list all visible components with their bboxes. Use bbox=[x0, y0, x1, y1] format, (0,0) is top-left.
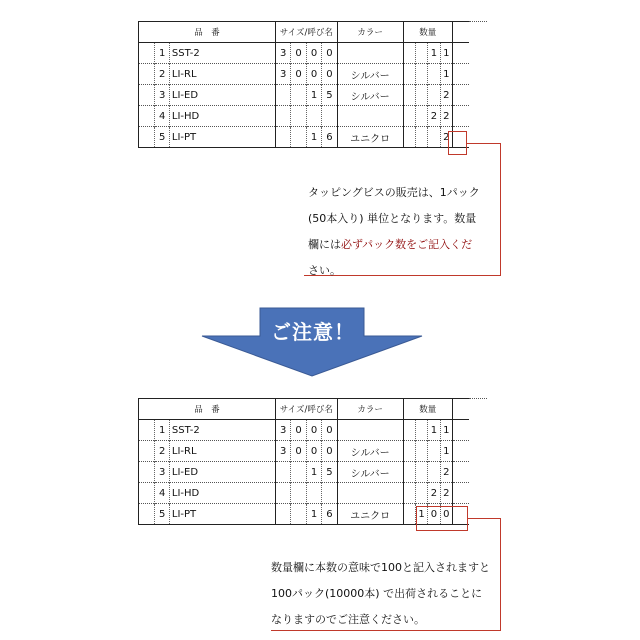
row-extra-cell bbox=[452, 462, 469, 483]
size-digit bbox=[306, 483, 321, 504]
qty-digit: 2 bbox=[428, 106, 440, 127]
qty-digit bbox=[403, 462, 415, 483]
size-digit: 0 bbox=[291, 420, 306, 441]
row-number: 4 bbox=[155, 483, 169, 504]
size-digit: 1 bbox=[306, 127, 321, 148]
product-code: SST-2 bbox=[169, 420, 275, 441]
qty-digit: 0 bbox=[440, 504, 452, 525]
qty-digit: 2 bbox=[440, 462, 452, 483]
size-digit: 0 bbox=[322, 420, 337, 441]
table-row bbox=[139, 127, 470, 148]
header-extra-cell bbox=[452, 22, 469, 43]
header-qty: 数量 bbox=[403, 22, 452, 43]
qty-digit: 0 bbox=[428, 504, 440, 525]
note-line: (50本入り) 単位となります。数量 bbox=[308, 212, 477, 225]
color-cell bbox=[337, 420, 403, 441]
product-code: LI-PT bbox=[169, 127, 275, 148]
size-digit bbox=[291, 504, 306, 525]
qty-digit bbox=[415, 420, 427, 441]
header-color: カラー bbox=[337, 22, 403, 43]
size-digit: 0 bbox=[291, 43, 306, 64]
qty-digit bbox=[403, 85, 415, 106]
product-code: LI-RL bbox=[169, 64, 275, 85]
qty-digit bbox=[415, 127, 427, 148]
note-line: 欄には必ずパック数をご記入くだ bbox=[308, 238, 473, 251]
size-digit: 0 bbox=[291, 64, 306, 85]
size-digit bbox=[275, 127, 290, 148]
color-cell: シルバー bbox=[337, 462, 403, 483]
size-digit: 5 bbox=[322, 462, 337, 483]
header-color: カラー bbox=[337, 399, 403, 420]
row-number: 4 bbox=[155, 106, 169, 127]
qty-digit: 2 bbox=[440, 483, 452, 504]
qty-digit bbox=[415, 106, 427, 127]
size-digit: 3 bbox=[275, 441, 290, 462]
qty-digit bbox=[403, 504, 415, 525]
table-row bbox=[139, 420, 470, 441]
qty-digit bbox=[428, 127, 440, 148]
size-digit: 0 bbox=[306, 64, 321, 85]
row-extra-cell bbox=[452, 420, 469, 441]
qty-digit bbox=[415, 483, 427, 504]
row-spacer-cell bbox=[139, 441, 155, 462]
qty-digit bbox=[403, 64, 415, 85]
color-cell bbox=[337, 106, 403, 127]
note-line: なりますのでご注意ください。 bbox=[271, 613, 425, 626]
table-header-row bbox=[139, 22, 470, 43]
row-spacer-cell bbox=[139, 43, 155, 64]
row-extra-cell bbox=[452, 106, 469, 127]
row-spacer-cell bbox=[139, 85, 155, 106]
qty-digit: 1 bbox=[440, 43, 452, 64]
product-code: LI-HD bbox=[169, 483, 275, 504]
qty-digit: 1 bbox=[440, 64, 452, 85]
size-digit: 0 bbox=[306, 441, 321, 462]
size-digit: 6 bbox=[322, 127, 337, 148]
color-cell: ユニクロ bbox=[337, 127, 403, 148]
row-spacer-cell bbox=[139, 504, 155, 525]
note-line: 100パック(10000本) で出荷されることに bbox=[271, 587, 483, 600]
size-digit bbox=[322, 106, 337, 127]
row-extra-cell bbox=[452, 85, 469, 106]
dotted-extension-line bbox=[469, 398, 487, 399]
product-code: LI-ED bbox=[169, 85, 275, 106]
size-digit: 5 bbox=[322, 85, 337, 106]
size-digit bbox=[322, 483, 337, 504]
qty-digit bbox=[415, 441, 427, 462]
row-spacer-cell bbox=[139, 462, 155, 483]
color-cell bbox=[337, 483, 403, 504]
caution-label: ご注意！ bbox=[271, 320, 355, 344]
color-cell: シルバー bbox=[337, 441, 403, 462]
product-code: LI-ED bbox=[169, 462, 275, 483]
row-number: 5 bbox=[155, 127, 169, 148]
size-digit: 0 bbox=[291, 441, 306, 462]
row-spacer-cell bbox=[139, 420, 155, 441]
qty-digit: 1 bbox=[440, 441, 452, 462]
qty-digit bbox=[403, 420, 415, 441]
header-product: 品 番 bbox=[139, 399, 276, 420]
row-extra-cell bbox=[452, 43, 469, 64]
qty-digit bbox=[428, 441, 440, 462]
size-digit: 0 bbox=[322, 441, 337, 462]
qty-digit bbox=[403, 106, 415, 127]
qty-digit: 1 bbox=[440, 420, 452, 441]
size-digit: 1 bbox=[306, 85, 321, 106]
size-digit bbox=[275, 85, 290, 106]
row-number: 5 bbox=[155, 504, 169, 525]
qty-digit bbox=[403, 43, 415, 64]
row-spacer-cell bbox=[139, 106, 155, 127]
color-cell: シルバー bbox=[337, 64, 403, 85]
row-number: 2 bbox=[155, 64, 169, 85]
qty-digit bbox=[415, 64, 427, 85]
note-quantity-warning bbox=[271, 555, 503, 633]
size-digit bbox=[291, 127, 306, 148]
size-digit bbox=[275, 462, 290, 483]
callout-connector bbox=[467, 518, 501, 519]
size-digit bbox=[275, 483, 290, 504]
size-digit: 6 bbox=[322, 504, 337, 525]
table-row bbox=[139, 43, 470, 64]
size-digit bbox=[275, 504, 290, 525]
qty-digit: 2 bbox=[428, 483, 440, 504]
qty-digit bbox=[415, 43, 427, 64]
table-row bbox=[139, 441, 470, 462]
table-row bbox=[139, 85, 470, 106]
product-code: LI-RL bbox=[169, 441, 275, 462]
size-digit bbox=[291, 483, 306, 504]
qty-digit bbox=[403, 127, 415, 148]
row-number: 1 bbox=[155, 420, 169, 441]
table-row bbox=[139, 64, 470, 85]
size-digit: 0 bbox=[322, 64, 337, 85]
row-number: 3 bbox=[155, 462, 169, 483]
dotted-extension-line bbox=[469, 21, 487, 22]
size-digit bbox=[306, 106, 321, 127]
size-digit: 3 bbox=[275, 420, 290, 441]
header-size: サイズ/呼び名 bbox=[275, 22, 337, 43]
size-digit: 0 bbox=[306, 420, 321, 441]
size-digit: 1 bbox=[306, 462, 321, 483]
qty-digit: 1 bbox=[428, 43, 440, 64]
qty-digit bbox=[403, 441, 415, 462]
order-table-example bbox=[138, 21, 469, 148]
color-cell: ユニクロ bbox=[337, 504, 403, 525]
color-cell: シルバー bbox=[337, 85, 403, 106]
row-spacer-cell bbox=[139, 127, 155, 148]
table-row bbox=[139, 106, 470, 127]
row-number: 1 bbox=[155, 43, 169, 64]
qty-digit bbox=[428, 64, 440, 85]
size-digit bbox=[291, 106, 306, 127]
qty-digit bbox=[403, 483, 415, 504]
note-line: タッピングビスの販売は、1パック bbox=[308, 186, 480, 199]
row-spacer-cell bbox=[139, 483, 155, 504]
table-row bbox=[139, 462, 470, 483]
qty-digit: 2 bbox=[440, 106, 452, 127]
row-extra-cell bbox=[452, 483, 469, 504]
size-digit: 0 bbox=[322, 43, 337, 64]
size-digit: 3 bbox=[275, 43, 290, 64]
header-size: サイズ/呼び名 bbox=[275, 399, 337, 420]
size-digit: 0 bbox=[306, 43, 321, 64]
size-digit: 3 bbox=[275, 64, 290, 85]
table-row bbox=[139, 483, 470, 504]
highlight-qty-cell-bottom bbox=[416, 506, 468, 531]
header-product: 品 番 bbox=[139, 22, 276, 43]
size-digit bbox=[275, 106, 290, 127]
product-code: LI-HD bbox=[169, 106, 275, 127]
header-extra-cell bbox=[452, 399, 469, 420]
row-extra-cell bbox=[452, 441, 469, 462]
size-digit: 1 bbox=[306, 504, 321, 525]
note-line: 数量欄に本数の意味で100と記入されますと bbox=[271, 561, 490, 574]
header-qty: 数量 bbox=[403, 399, 452, 420]
note-emphasis: 必ずパック数をご記入くだ bbox=[341, 238, 473, 251]
row-number: 2 bbox=[155, 441, 169, 462]
product-code: LI-PT bbox=[169, 504, 275, 525]
qty-digit bbox=[415, 462, 427, 483]
qty-digit bbox=[415, 85, 427, 106]
size-digit bbox=[291, 462, 306, 483]
qty-digit bbox=[428, 85, 440, 106]
callout-connector bbox=[466, 143, 501, 144]
qty-digit: 2 bbox=[440, 127, 452, 148]
qty-digit: 2 bbox=[440, 85, 452, 106]
row-extra-cell bbox=[452, 64, 469, 85]
row-number: 3 bbox=[155, 85, 169, 106]
color-cell bbox=[337, 43, 403, 64]
qty-digit: 1 bbox=[428, 420, 440, 441]
qty-digit bbox=[428, 462, 440, 483]
product-code: SST-2 bbox=[169, 43, 275, 64]
highlight-qty-cell-top bbox=[448, 131, 467, 155]
size-digit bbox=[291, 85, 306, 106]
table-header-row bbox=[139, 399, 470, 420]
row-spacer-cell bbox=[139, 64, 155, 85]
note-pack-unit bbox=[308, 180, 503, 284]
qty-digit: 1 bbox=[415, 504, 427, 525]
note-line: さい。 bbox=[308, 264, 341, 277]
